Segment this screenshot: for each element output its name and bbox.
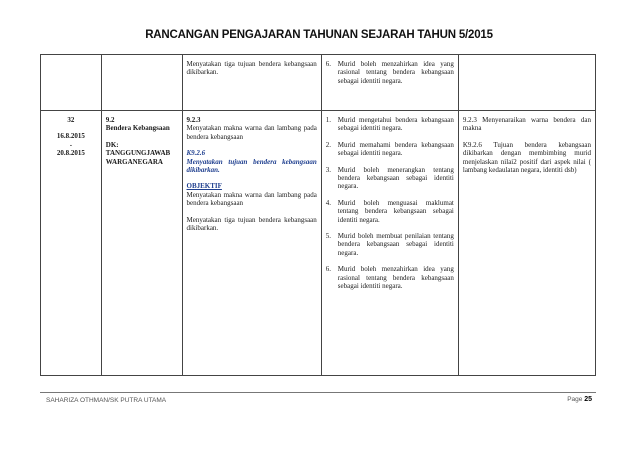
standard-cell bbox=[182, 55, 321, 111]
footer-author: SAHARIZA OTHMAN/SK PUTRA UTAMA bbox=[46, 397, 167, 404]
dk-value: TANGGUNGJAWAB WARGANEGARA bbox=[105, 149, 171, 166]
topic-cell bbox=[101, 111, 182, 376]
week-cell bbox=[41, 55, 102, 111]
item-text: Murid boleh menzahirkan idea yang rasional tentang bendera kebangsaan sebagai identiti negara. bbox=[337, 265, 454, 291]
item-number: 3. bbox=[325, 165, 332, 174]
list-item bbox=[326, 265, 454, 290]
table-row bbox=[41, 111, 596, 376]
list-item bbox=[326, 141, 454, 158]
evaluation-cell bbox=[458, 111, 595, 376]
standard-code: 9.2.3 bbox=[186, 116, 201, 124]
lesson-plan-table bbox=[40, 54, 596, 376]
objective-text: Menyatakan tiga tujuan bendera kebangsaan dikibarkan. bbox=[186, 215, 317, 233]
item-text: Murid boleh menguasai maklumat tentang bendera kebangsaan sebagai identiti negara. bbox=[337, 198, 454, 224]
topic-code: 9.2 bbox=[105, 116, 115, 124]
week-cell bbox=[41, 111, 102, 376]
objective-text: Menyatakan tiga tujuan bendera kebangsaan dikibarkan. bbox=[186, 60, 317, 77]
standard-cell bbox=[182, 111, 321, 376]
list-item bbox=[326, 166, 454, 191]
date-start: 16.8.2015 bbox=[56, 132, 85, 141]
date-separator: - bbox=[69, 140, 73, 149]
item-number: 6. bbox=[325, 60, 332, 68]
k-text: Menyatakan tujuan bendera kebangsaan dikibarkan. bbox=[186, 157, 317, 175]
page-number: 25 bbox=[584, 396, 592, 403]
list-item bbox=[326, 199, 454, 224]
item-text: Murid boleh membuat penilaian tentang bendera kebangsaan sebagai identiti negara. bbox=[337, 232, 454, 257]
item-number: 4. bbox=[325, 198, 332, 207]
list-item bbox=[326, 232, 454, 257]
footer-page bbox=[567, 396, 592, 403]
table-row bbox=[41, 55, 596, 111]
k-code: K9.2.6 bbox=[186, 149, 206, 158]
evaluation-cell bbox=[458, 55, 595, 111]
week-number: 32 bbox=[67, 116, 75, 124]
page-label: Page bbox=[567, 396, 583, 403]
list-item bbox=[326, 60, 454, 85]
dk-label: DK: bbox=[105, 140, 119, 149]
standard-text: Menyatakan makna warna dan lambang pada bendera kebangsaan bbox=[186, 124, 317, 141]
item-number: 6. bbox=[325, 265, 332, 274]
item-text: Murid memahami bendera kebangsaan sebagai identiti negara. bbox=[337, 140, 454, 158]
item-text: Murid mengetahui bendera kebangsaan sebagai identiti negara. bbox=[337, 116, 454, 133]
date-end: 20.8.2015 bbox=[56, 149, 85, 158]
page-title: RANCANGAN PENGAJARAN TAHUNAN SEJARAH TAHUN 5/2015 bbox=[145, 29, 493, 41]
item-number: 5. bbox=[325, 232, 332, 241]
evaluation-text: K9.2.6 Tujuan bendera kebangsaan dikibarkan dengan membimbing murid menjelaskan nilai2 positif dari aspek nilai ( lambang kedaulatan negara, identiti dsb) bbox=[462, 140, 591, 175]
outcome-cell bbox=[321, 111, 458, 376]
topic-cell bbox=[101, 55, 182, 111]
footer-divider bbox=[40, 392, 596, 393]
item-number: 1. bbox=[325, 116, 332, 124]
objective-text: Menyatakan makna warna dan lambang pada bendera kebangsaan bbox=[186, 190, 317, 208]
item-text: Murid boleh menzahirkan idea yang rasional tentang bendera kebangsaan sebagai identiti negara. bbox=[337, 60, 454, 85]
topic-title: Bendera Kebangsaan bbox=[105, 124, 170, 133]
item-text: Murid boleh menerangkan tentang bendera kebangsaan sebagai identiti negara. bbox=[337, 165, 454, 191]
item-number: 2. bbox=[325, 140, 332, 149]
objective-label: OBJEKTIF bbox=[186, 182, 222, 191]
evaluation-text: 9.2.3 Menyenaraikan warna bendera dan makna bbox=[462, 116, 591, 133]
list-item bbox=[326, 116, 454, 133]
outcome-cell bbox=[321, 55, 458, 111]
